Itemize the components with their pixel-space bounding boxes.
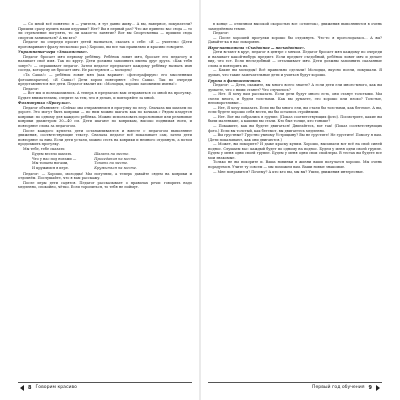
poem-direction: Кружиться на месте.: [94, 165, 138, 170]
poem-lines: [32, 152, 76, 170]
right-page-text: [208, 22, 382, 174]
page-number: 8: [28, 384, 32, 391]
paragraph: — Нет. Вот вы собрались в группе. (Показ соответствующих фото). Посмотрите, какие вы были маленькие, а какими вы стали. Кто был толще, кто тоньше?: [208, 114, 382, 124]
poem-block: [32, 152, 192, 170]
paragraph: — Вот мы и познакомились. А теперь я предлагаю вам отправиться со мной на прогулку. Будьте внимательны, следите за тем, что я делаю, и повторяйте за мной.: [18, 91, 192, 100]
poem-direction: Шагать на месте.: [94, 152, 130, 157]
paragraph: Мы тебе, тебе сказать:: [23, 146, 66, 151]
paragraph: Педагог:: [23, 86, 40, 91]
paragraph: — Может, вы покорите? И даже краску купим. Хорошо, высыпаем вот всё на свой синей поднос. Слушаем вас: каждый будет по одному на поднос. Будем у меня одни своей группе. Будем у меня одни своей группе. Будем у меня одни свои спойлеры. В тестах вы будете все мои знакомые.: [208, 142, 382, 160]
paragraph: — Нет. Я хочу вам рассказать. Если дети будут много есть, они станут толстыми. Мы съели много, и будем толстыми. Как вы думаете, это хорошо или плохо? Толстые, неповоротливые...: [208, 92, 382, 106]
left-closing-paragraphs: [18, 172, 192, 190]
section-heading: Группа в фантастичном.: [208, 78, 262, 83]
paragraph: в конце — отличном высокой скоростью все «отметок», движения выполняются в очень замедлённом темпе.: [208, 22, 382, 31]
prev-page-arrow-icon[interactable]: [20, 385, 24, 391]
paragraph: — Со мной всё понятно: я — учитель, я тут давно живу... А вы, наверное, покупатели? Пришли сразу купить наши игрушки? Нет? Вы в первый раз? Что же привело вас сюда — то ли стремление погулять, то ли какое-то занятие? Вот вы Спортсменка — пришли сюда спортом заниматься? А вы кто?: [18, 22, 192, 40]
paragraph: — Какие вы молодцы! Всё правильно сделали! Молодцы, вкусно поели, покушали. Я думаю, что такие замечательные дети и учиться будут хорошо.: [208, 68, 382, 78]
poem-line: Мы топаем ногами,: [32, 161, 69, 166]
paragraph: Педагог по очереди просит детей назваться, сказать о себе: «Я — учитель» (Дети проговаривают фразу несколько раз.) Хорошо, вы все так правильно и красиво говорите.: [18, 40, 192, 49]
section-heading: Игра-пантомима «Съедобное — несъедобное».: [208, 45, 306, 50]
poem-direction: Приседания на месте.: [94, 156, 138, 161]
paragraph: — Нет, Я хочу показать. Если вы бы много ели, вы стали бы толстыми, как бегемот. А вы, если будете хорошо себя вести, вы бы остались стройными.: [208, 105, 382, 115]
paragraph: Педагог: — Хорошо, молодцы! Мы погуляли, а теперь давайте сядем на коврики и отдохнём. Послушайте, что я вам расскажу.: [18, 171, 192, 181]
poem-line: Что у нас под ногами —: [32, 156, 77, 161]
running-title: Говорим красиво: [35, 385, 77, 390]
paragraph: После каждого куплета дети останавливаются и вместе с педагогом выполняют движения, соответствующие тексту. Сначала педагог всё показывает сам, затем дети повторяют за ним. Если дети устали, можно сесть на коврики и немного отдохнуть, а потом продолжить прогулку.: [18, 128, 192, 147]
left-paragraphs: [18, 22, 192, 151]
paragraph: Только не вы покорите и. Ваша новинки в жизни ваши получатся хорошо. Мы очень порадуемся. Учите ту совсем — мы поможем вам. Ваши новые знакомые.: [208, 160, 382, 169]
section-heading: Упражнение-игра «Знакомство».: [18, 50, 89, 55]
paragraph: Педагог бросает мяч первому ребёнку. Ребёнок ловит мяч, бросает его педагогу и называет своё имя. Так по кругу. Дети должны запомнить имена друг друга. «Как тебя зовут?» — спрашивает педагог. Затем педагог предлагает каждому ребёнку назвать имя соседа, которому он бросает мяч. Не растерялся — молодец!: [18, 54, 192, 73]
paragraph: — Мне понравится? Почему? А кто кто вы, мы вы? Ушли, движения интересные.: [213, 169, 364, 174]
paragraph: — Вы грустные? Грустно умному Устрицыну? Вы не грустите! Не грустите! Помогу я вам. (Дети показывают, как они двигаются.): [208, 133, 382, 142]
poem-directions: [94, 152, 137, 170]
book-gutter: [199, 0, 201, 400]
running-title: Первый год обучения: [312, 385, 365, 390]
page-number: 9: [368, 384, 372, 391]
paragraph: Педагог: — Дети, скажите, вы много всего знаете? А если дети ели много-много, как вы думаете, что с ними станет? Что случилось?: [208, 83, 382, 92]
poem-line: Будем весело шагать.: [32, 152, 73, 157]
section-heading: Физминутка «Прогулка».: [18, 101, 72, 106]
poem-direction: Топать на месте.: [94, 161, 129, 166]
paragraph: Педагог объявляет: «Сейчас мы отправляемся в прогулку по лесу. Сначала мы шагаем по дороге. Это могут быть коврики — по ним можно шагать как по кочкам.» Рядом кладутся коврики: по одному для каждого ребёнка. Можно использовать поролоновые или резиновые коврики диаметром 30—40 см. Дети шагают по коврикам, высоко поднимая ноги, и повторяют слова за педагогом.: [18, 105, 192, 129]
poem-line: И кружимся в игре.: [32, 165, 69, 170]
paragraph: — После хорошей прогулки хорошо бы отдохнуть. Что-то я проголодалась... А вы? Давайте-ка я вас покормлю.: [208, 35, 382, 45]
paragraph: Педагог:: [213, 31, 230, 36]
right-paragraphs: [208, 22, 382, 174]
paragraph: — Покажите, как вы будете двигаться! Двигайтесь, вот так! (Показ соответствующих фото.) Если вы толстый, как бегемот, вы двигаетесь медленно.: [208, 124, 382, 133]
next-page-arrow-icon[interactable]: [376, 385, 380, 391]
left-page-text: [18, 22, 192, 190]
left-page-footer: [18, 382, 192, 390]
paragraph: Дети встают в круг, педагог в центре с мячом. Педагог бросает мяч каждому по очереди и называет какой-нибудь предмет. Если предмет съедобный, ребёнок ловит мяч и делает вид, что ест. Если несъедобный — отталкивает мяч. Дети должны запомнить сказанные слова и повторить их.: [208, 50, 382, 68]
paragraph: После игры дети садятся. Педагог рассказывает о правилах речи: говорить надо медленно, спокойно, чётко. Если торопиться, то тебя не поймут.: [18, 180, 192, 190]
right-page-footer: [208, 382, 382, 390]
paragraph: «Та Саша!» — ребёнок ловит мяч (как вариант: «фотографирую» его мысленным фотоаппаратом). «Я Саша»! Дети хором повторяют: «Это Саша». Так по очереди представляются все дети. Педагог хвалит их: «Молодцы, хорошо запомнили имена!»: [18, 73, 192, 87]
